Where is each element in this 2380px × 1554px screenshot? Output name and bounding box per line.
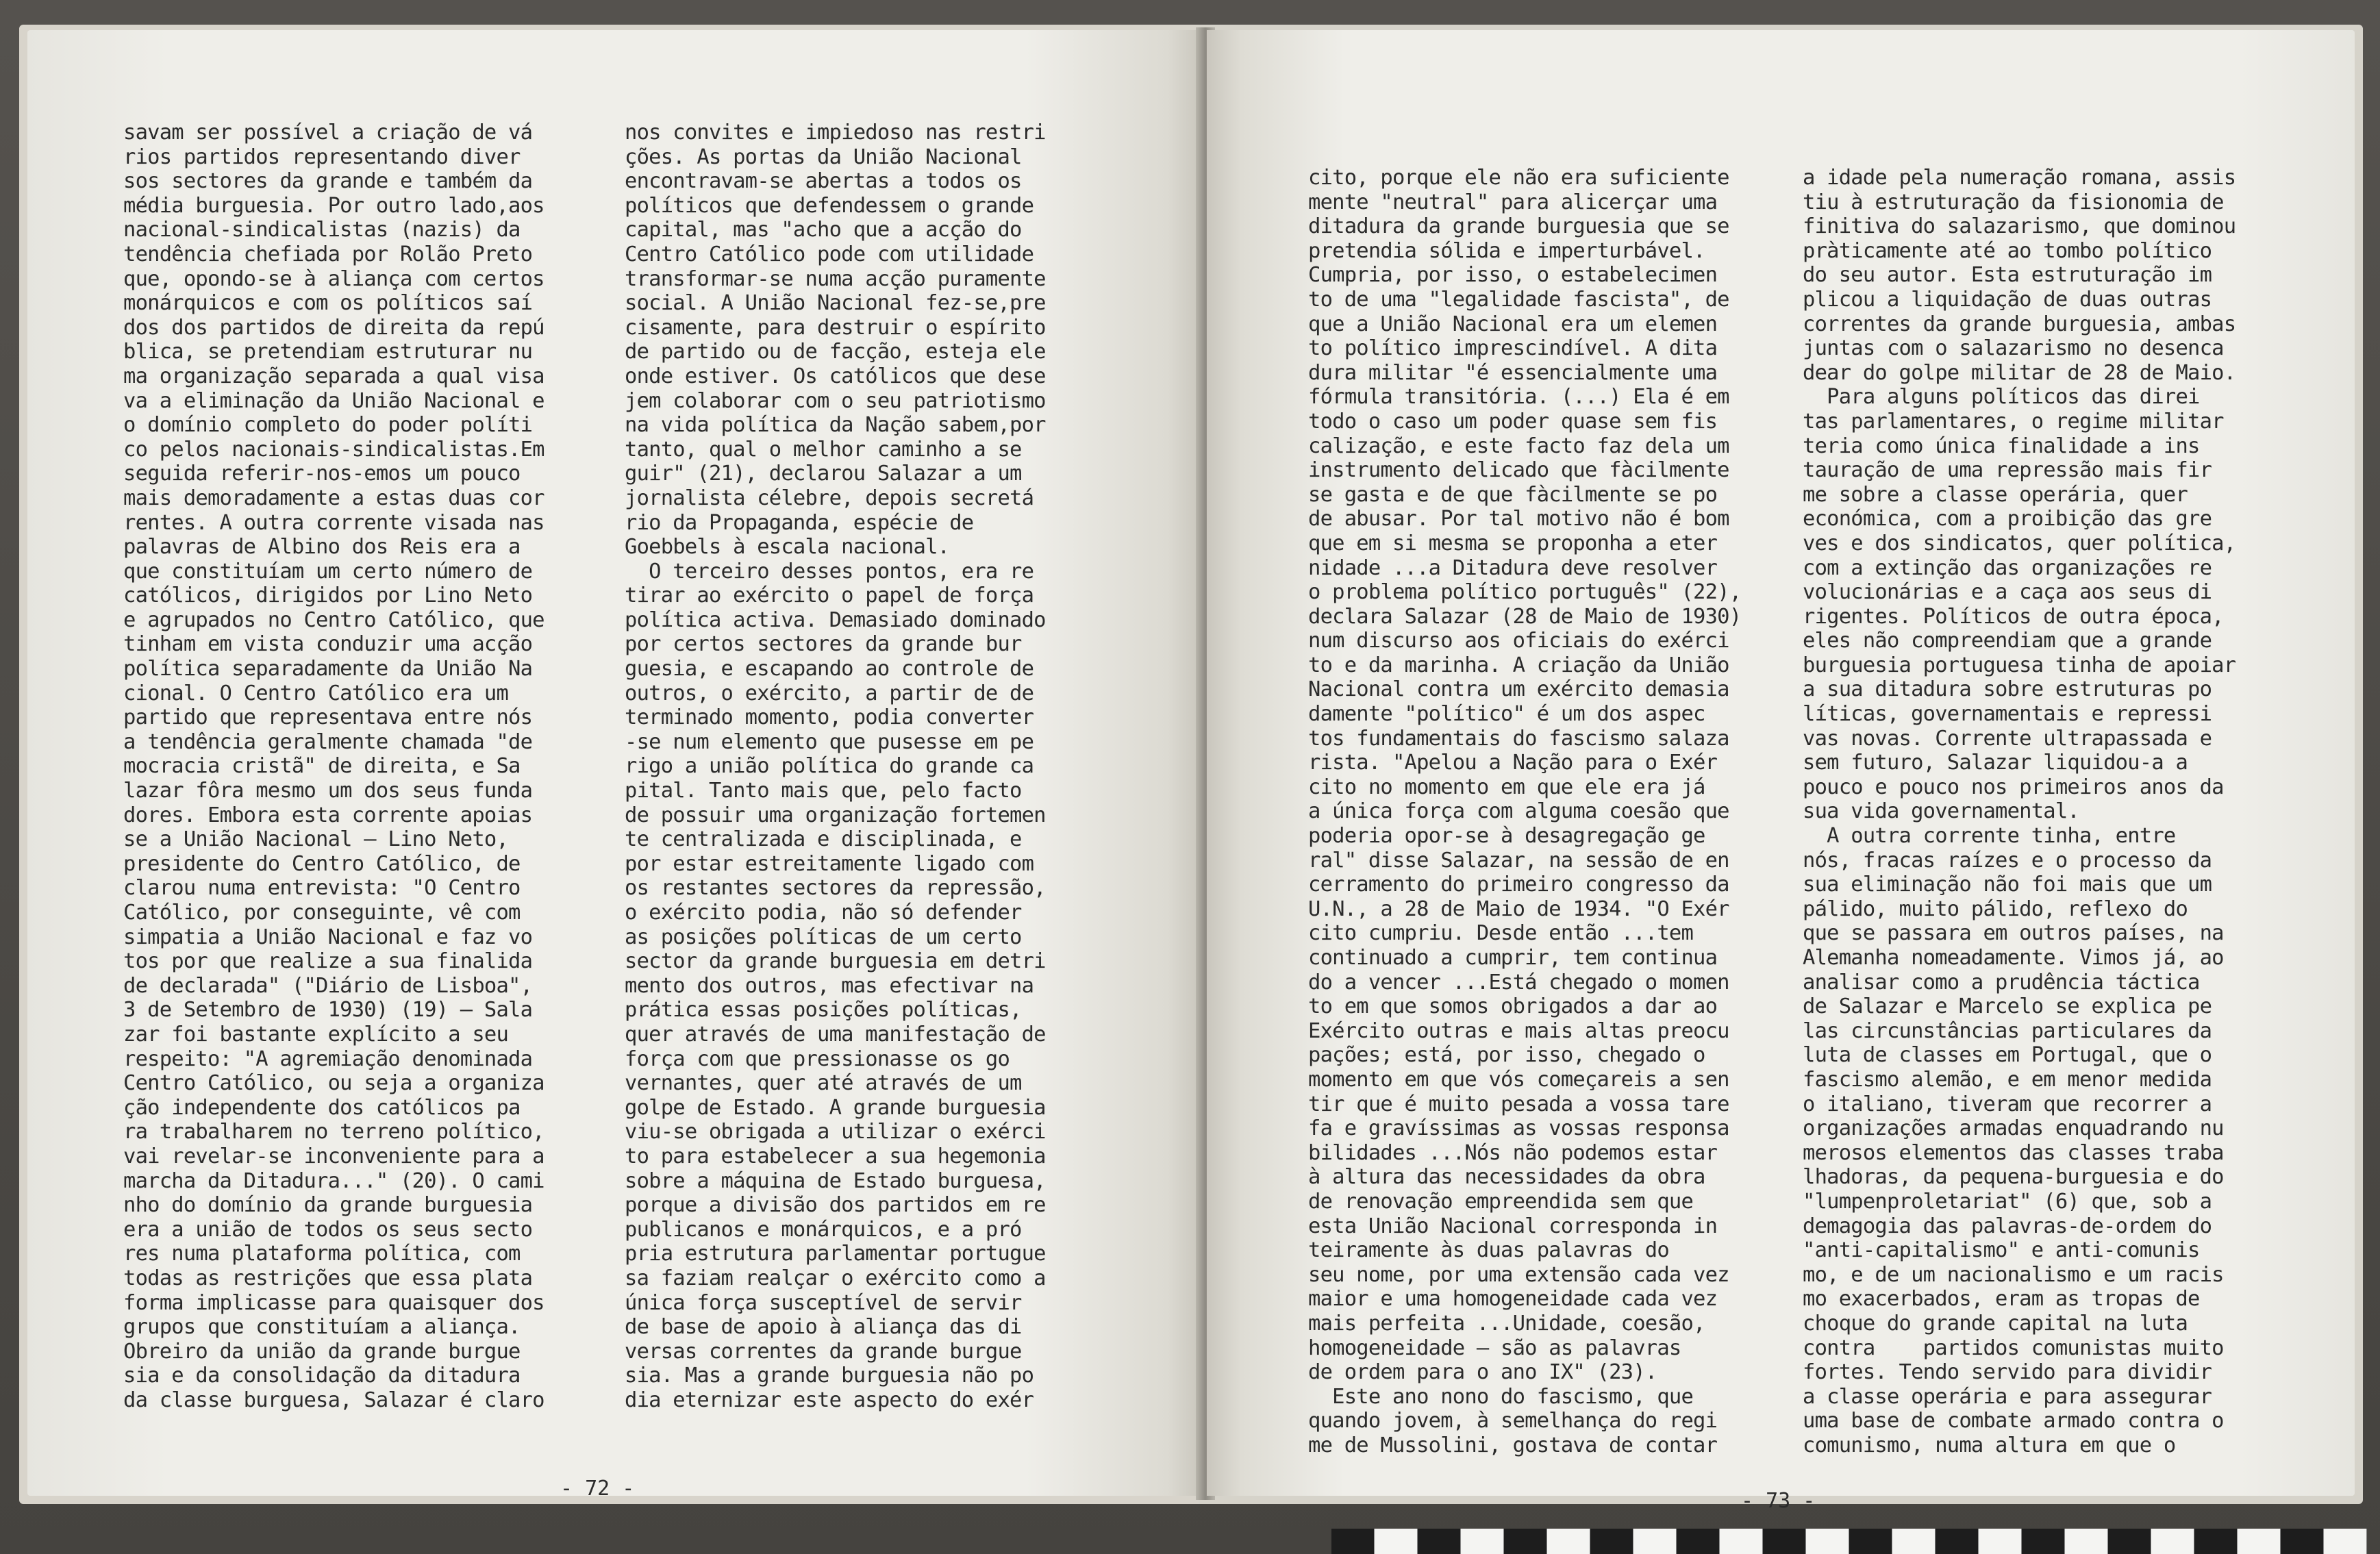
scale-tick — [1375, 1529, 1418, 1554]
text-line: va a eliminação da União Nacional e — [123, 388, 544, 413]
text-line: to e da marinha. A criação da União — [1308, 653, 1729, 677]
text-line: mo exacerbados, eram as tropas de — [1803, 1287, 2200, 1312]
text-line: dos dos partidos de direita da repú — [123, 315, 544, 340]
text-line: A outra corrente tinha, entre — [1803, 824, 2176, 849]
text-line: publicanos e monárquicos, e a pró — [625, 1217, 1022, 1242]
text-line: golpe de Estado. A grande burguesia — [625, 1095, 1046, 1120]
text-line: to político imprescindível. A dita — [1308, 336, 1718, 361]
text-line: nacional-sindicalistas (nazis) da — [123, 218, 521, 242]
text-line: cional. O Centro Católico era um — [123, 681, 509, 705]
text-line: de Salazar e Marcelo se explica pe — [1803, 994, 2212, 1019]
text-line: jem colaborar com o seu patriotismo — [625, 388, 1046, 413]
text-line: a tendência geralmente chamada "de — [123, 729, 533, 754]
text-line: rentes. A outra corrente visada nas — [123, 510, 544, 535]
text-line: to de uma "legalidade fascista", de — [1308, 287, 1729, 312]
text-line: por certos sectores da grande bur — [625, 632, 1022, 657]
text-line: líticas, governamentais e repressi — [1803, 702, 2212, 727]
text-line: Obreiro da união da grande burgue — [123, 1339, 521, 1364]
text-line: Centro Católico pode com utilidade — [625, 242, 1034, 266]
text-line: comunismo, numa altura em que o — [1803, 1433, 2176, 1457]
text-line: terminado momento, podia converter — [625, 705, 1034, 730]
text-line: dura militar "é essencialmente uma — [1308, 360, 1718, 385]
text-line: sua eliminação não foi mais que um — [1803, 873, 2212, 897]
text-line: a única força com alguma coesão que — [1308, 799, 1729, 824]
text-line: momento em que vós começareis a sen — [1308, 1067, 1729, 1092]
text-line: O terceiro desses pontos, era re — [625, 559, 1034, 584]
text-line: onde estiver. Os católicos que dese — [625, 364, 1046, 388]
text-line: mento dos outros, mas efectivar na — [625, 973, 1034, 998]
scale-tick — [1979, 1529, 2022, 1554]
text-line: se a União Nacional — Lino Neto, — [123, 827, 509, 852]
text-line: de ordem para o ano IX" (23). — [1308, 1360, 1657, 1385]
text-line: viu-se obrigada a utilizar o exérci — [625, 1120, 1046, 1144]
text-line: contra partidos comunistas muito — [1803, 1336, 2224, 1360]
text-line: marcha da Ditadura..." (20). O cami — [123, 1168, 544, 1193]
text-line: tas parlamentares, o regime militar — [1803, 409, 2224, 434]
text-line: pouco e pouco nos primeiros anos da — [1803, 775, 2224, 799]
text-line: pràticamente até ao tombo político — [1803, 238, 2212, 263]
scale-tick — [2151, 1529, 2194, 1554]
text-line: ra trabalharem no terreno político, — [123, 1120, 544, 1144]
text-line: rista. "Apelou a Nação para o Exér — [1308, 751, 1718, 775]
text-line: lhadoras, da pequena-burguesia e do — [1803, 1165, 2224, 1190]
text-line: tos por que realize a sua finalida — [123, 949, 533, 974]
text-line: fortes. Tendo servido para dividir — [1803, 1360, 2212, 1385]
text-line: uma base de combate armado contra o — [1803, 1409, 2224, 1433]
scale-tick — [2281, 1529, 2324, 1554]
text-line: tendência chefiada por Rolão Preto — [123, 242, 533, 266]
text-line: me de Mussolini, gostava de contar — [1308, 1433, 1718, 1457]
text-line: de declarada" ("Diário de Lisboa", — [123, 973, 533, 998]
text-line: te centralizada e disciplinada, e — [625, 827, 1022, 852]
text-line: pria estrutura parlamentar portugue — [625, 1242, 1046, 1266]
text-line: analisar como a prudência táctica — [1803, 970, 2200, 994]
text-line: social. A União Nacional fez-se,pre — [625, 291, 1046, 316]
text-line: do a vencer ...Está chegado o momen — [1308, 970, 1729, 994]
color-scale-bar — [1331, 1529, 2367, 1554]
text-line: de possuir uma organização fortemen — [625, 803, 1046, 827]
text-line: Goebbels à escala nacional. — [625, 535, 950, 560]
text-line: nho do domínio da grande burguesia — [123, 1193, 533, 1218]
text-line: cisamente, para destruir o espírito — [625, 315, 1046, 340]
text-line: bilidades ...Nós não podemos estar — [1308, 1140, 1718, 1165]
text-line: o italiano, tiveram que recorrer a — [1803, 1092, 2212, 1116]
text-line: as posições políticas de um certo — [625, 925, 1022, 949]
text-line: lazar fôra mesmo um dos seus funda — [123, 779, 533, 803]
text-line: palavras de Albino dos Reis era a — [123, 535, 521, 560]
text-line: las circunstâncias particulares da — [1803, 1018, 2212, 1043]
text-line: fa e gravíssimas as vossas responsa — [1308, 1116, 1729, 1141]
right-page — [1207, 30, 2355, 1513]
scale-tick — [1418, 1529, 1461, 1554]
text-line: "anti-capitalismo" e anti-comunis — [1803, 1238, 2200, 1263]
text-line: Para alguns políticos das direi — [1803, 385, 2200, 410]
text-line: "lumpenproletariat" (6) que, sob a — [1803, 1189, 2212, 1214]
text-line: seguida referir-nos-emos um pouco — [123, 462, 521, 486]
scale-tick — [1720, 1529, 1763, 1554]
text-line: vai revelar-se inconveniente para a — [123, 1144, 544, 1168]
text-line: -se num elemento que pusesse em pe — [625, 729, 1034, 754]
text-line: respeito: "A agremiação denominada — [123, 1047, 533, 1071]
text-line: plicou a liquidação de duas outras — [1803, 287, 2212, 312]
text-line: poderia opor-se à desagregação ge — [1308, 824, 1705, 849]
text-line: correntes da grande burguesia, ambas — [1803, 312, 2236, 336]
text-line: 3 de Setembro de 1930) (19) — Sala — [123, 998, 533, 1023]
text-line: eles não compreendiam que a grande — [1803, 629, 2212, 653]
text-line: o problema político português" (22), — [1308, 580, 1742, 605]
scale-tick — [2065, 1529, 2108, 1554]
text-line: a sua ditadura sobre estruturas po — [1803, 677, 2212, 702]
text-line: na vida política da Nação sabem,por — [625, 413, 1046, 438]
text-line: cito cumpriu. Desde então ...tem — [1308, 921, 1694, 946]
text-line: por estar estreitamente ligado com — [625, 851, 1034, 876]
text-line: da classe burguesa, Salazar é claro — [123, 1388, 544, 1412]
text-line: burguesia portuguesa tinha de apoiar — [1803, 653, 2236, 677]
text-line: os restantes sectores da repressão, — [625, 876, 1046, 901]
text-line: guesia, e escapando ao controle de — [625, 657, 1034, 681]
text-line: guir" (21), declarou Salazar a um — [625, 462, 1022, 486]
text-line: to para estabelecer a sua hegemonia — [625, 1144, 1046, 1168]
text-line: maior e uma homogeneidade cada vez — [1308, 1287, 1718, 1312]
text-line: única força susceptível de servir — [625, 1290, 1022, 1315]
text-line: teria como única finalidade a ins — [1803, 434, 2200, 458]
text-line: juntas com o salazarismo no desenca — [1803, 336, 2224, 361]
text-line: ções. As portas da União Nacional — [625, 145, 1022, 169]
text-line: me sobre a classe operária, quer — [1803, 482, 2188, 507]
text-line: tirar ao exército o papel de força — [625, 584, 1034, 608]
text-line: monárquicos e com os políticos saí — [123, 291, 533, 316]
text-line: tiu à estruturação da fisionomia de — [1803, 190, 2224, 214]
text-line: transformar-se numa acção puramente — [625, 266, 1046, 291]
scale-tick — [1892, 1529, 1936, 1554]
text-line: merosos elementos das classes traba — [1803, 1140, 2224, 1165]
scale-tick — [1547, 1529, 1590, 1554]
text-line: pital. Tanto mais que, pelo facto — [625, 779, 1022, 803]
text-line: pações; está, por isso, chegado o — [1308, 1043, 1705, 1068]
text-line: o exército podia, não só defender — [625, 901, 1022, 925]
text-line: com a extinção das organizações re — [1803, 555, 2212, 580]
text-line: sia e da consolidação da ditadura — [123, 1364, 521, 1388]
scale-tick — [1633, 1529, 1677, 1554]
text-line: seu nome, por uma extensão cada vez — [1308, 1262, 1729, 1287]
text-line: forma implicasse para quaisquer dos — [123, 1290, 544, 1315]
text-line: grupos que constituíam a aliança. — [123, 1315, 521, 1340]
text-line: porque a divisão dos partidos em re — [625, 1193, 1046, 1218]
text-line: todo o caso um poder quase sem fis — [1308, 409, 1718, 434]
text-line: católicos, dirigidos por Lino Neto — [123, 584, 533, 608]
text-line: fascismo alemão, e em menor medida — [1803, 1067, 2212, 1092]
text-line: política activa. Demasiado dominado — [625, 607, 1046, 632]
text-line: sia. Mas a grande burguesia não po — [625, 1364, 1034, 1388]
text-line: rigo a união política do grande ca — [625, 754, 1034, 779]
text-line: sa faziam realçar o exército como a — [625, 1266, 1046, 1290]
text-line: esta União Nacional corresponda in — [1308, 1214, 1718, 1238]
scale-tick — [1936, 1529, 1979, 1554]
text-line: demagogia das palavras-de-ordem do — [1803, 1214, 2212, 1238]
text-line: instrumento delicado que fàcilmente — [1308, 458, 1729, 483]
text-line: volucionárias e a caça aos seus di — [1803, 580, 2212, 605]
text-line: quer através de uma manifestação de — [625, 1022, 1046, 1047]
text-line: choque do grande capital na luta — [1803, 1311, 2188, 1336]
text-line: de partido ou de facção, esteja ele — [625, 340, 1046, 364]
scale-tick — [1331, 1529, 1375, 1554]
text-line: Cumpria, por isso, o estabelecimen — [1308, 263, 1718, 288]
text-line: todas as restrições que essa plata — [123, 1266, 533, 1290]
text-line: jornalista célebre, depois secretá — [625, 486, 1034, 510]
scale-tick — [1806, 1529, 1849, 1554]
text-line: to em que somos obrigados a dar ao — [1308, 994, 1718, 1019]
text-line: de base de apoio à aliança das di — [625, 1315, 1022, 1340]
text-line: o domínio completo do poder políti — [123, 413, 533, 438]
text-line: declara Salazar (28 de Maio de 1930) — [1308, 604, 1742, 629]
text-line: continuado a cumprir, tem continua — [1308, 946, 1718, 970]
text-line: quando jovem, à semelhança do regi — [1308, 1409, 1718, 1433]
text-line: sos sectores da grande e também da — [123, 169, 533, 194]
text-line: mo, e de um nacionalismo e um racis — [1803, 1262, 2224, 1287]
left-page-column-1 — [123, 121, 544, 1412]
text-line: que se passara em outros países, na — [1803, 921, 2224, 946]
text-line: Este ano nono do fascismo, que — [1308, 1384, 1694, 1409]
text-line: dia eternizar este aspecto do exér — [625, 1388, 1034, 1412]
text-line: simpatia a União Nacional e faz vo — [123, 925, 533, 949]
text-line: a idade pela numeração romana, assis — [1803, 166, 2236, 190]
text-line: organizações armadas enquadrando nu — [1803, 1116, 2224, 1141]
text-line: versas correntes da grande burgue — [625, 1339, 1022, 1364]
right-page-column-1 — [1308, 166, 1741, 1457]
left-page-column-2 — [625, 121, 1046, 1412]
text-line: pálido, muito pálido, reflexo do — [1803, 897, 2188, 921]
scale-tick — [1763, 1529, 1806, 1554]
text-line: e agrupados no Centro Católico, que — [123, 607, 544, 632]
text-line: Exército outras e mais altas preocu — [1308, 1018, 1729, 1043]
text-line: cerramento do primeiro congresso da — [1308, 873, 1729, 897]
text-line: dear do golpe militar de 28 de Maio. — [1803, 360, 2236, 385]
text-line: que constituíam um certo número de — [123, 559, 533, 584]
text-line: mente "neutral" para alicerçar uma — [1308, 190, 1718, 214]
text-line: encontravam-se abertas a todos os — [625, 169, 1022, 194]
text-line: rios partidos representando diver — [123, 145, 521, 169]
text-line: savam ser possível a criação de vá — [123, 121, 533, 145]
text-line: tir que é muito pesada a vossa tare — [1308, 1092, 1729, 1116]
scale-tick — [1504, 1529, 1547, 1554]
text-line: de abusar. Por tal motivo não é bom — [1308, 507, 1729, 531]
text-line: política separadamente da União Na — [123, 657, 533, 681]
text-line: nos convites e impiedoso nas restri — [625, 121, 1046, 145]
text-line: Católico, por conseguinte, vê com — [123, 901, 521, 925]
text-line: Nacional contra um exército demasia — [1308, 677, 1729, 702]
text-line: res numa plataforma política, com — [123, 1242, 521, 1266]
left-page — [27, 30, 1203, 1501]
text-line: à altura das necessidades da obra — [1308, 1165, 1705, 1190]
text-line: de renovação empreendida sem que — [1308, 1189, 1694, 1214]
text-line: era a união de todos os seus secto — [123, 1217, 533, 1242]
text-line: homogeneidade — são as palavras — [1308, 1336, 1681, 1360]
text-line: ção independente dos católicos pa — [123, 1095, 521, 1120]
scale-tick — [1590, 1529, 1633, 1554]
text-line: dores. Embora esta corrente apoias — [123, 803, 533, 827]
right-page-number: - 73 - — [1741, 1489, 1816, 1513]
text-line: que, opondo-se à aliança com certos — [123, 266, 544, 291]
text-line: pretendia sólida e imperturbável. — [1308, 238, 1705, 263]
text-line: zar foi bastante explícito a seu — [123, 1022, 509, 1047]
text-line: ditadura da grande burguesia que se — [1308, 214, 1729, 239]
text-line: num discurso aos oficiais do exérci — [1308, 629, 1729, 653]
text-line: sem futuro, Salazar liquidou-a a — [1803, 751, 2188, 775]
text-line: nós, fracas raízes e o processo da — [1803, 848, 2212, 873]
scale-tick — [2108, 1529, 2151, 1554]
text-line: sobre a máquina de Estado burguesa, — [625, 1168, 1046, 1193]
text-line: do seu autor. Esta estruturação im — [1803, 263, 2212, 288]
text-line: tauração de uma repressão mais fir — [1803, 458, 2212, 483]
text-line: tos fundamentais do fascismo salaza — [1308, 726, 1729, 751]
text-line: fórmula transitória. (...) Ela é em — [1308, 385, 1729, 410]
text-line: finitiva do salazarismo, que dominou — [1803, 214, 2236, 239]
text-line: económica, com a proibição das gre — [1803, 507, 2212, 531]
text-line: partido que representava entre nós — [123, 705, 533, 730]
text-line: calização, e este facto faz dela um — [1308, 434, 1729, 458]
text-line: clarou numa entrevista: "O Centro — [123, 876, 521, 901]
text-line: rio da Propaganda, espécie de — [625, 510, 974, 535]
right-page-column-2 — [1803, 166, 2235, 1457]
text-line: damente "político" é um dos aspec — [1308, 702, 1705, 727]
scale-tick — [2194, 1529, 2238, 1554]
text-line: mais perfeita ...Unidade, coesão, — [1308, 1311, 1705, 1336]
text-line: vernantes, quer até através de um — [625, 1071, 1022, 1096]
text-line: presidente do Centro Católico, de — [123, 851, 521, 876]
text-line: nidade ...a Ditadura deve resolver — [1308, 555, 1718, 580]
text-line: mais demoradamente a estas duas cor — [123, 486, 544, 510]
text-line: rigentes. Políticos de outra época, — [1803, 604, 2224, 629]
text-line: vas novas. Corrente ultrapassada e — [1803, 726, 2212, 751]
text-line: ves e dos sindicatos, quer política, — [1803, 531, 2236, 555]
text-line: a classe operária e para assegurar — [1803, 1384, 2212, 1409]
text-line: tinham em vista conduzir uma acção — [123, 632, 533, 657]
scale-tick — [2324, 1529, 2367, 1554]
text-line: outros, o exército, a partir de de — [625, 681, 1034, 705]
text-line: Alemanha nomeadamente. Vimos já, ao — [1803, 946, 2224, 970]
left-page-number: - 72 - — [560, 1477, 635, 1501]
scale-tick — [1677, 1529, 1720, 1554]
text-line: capital, mas "acho que a acção do — [625, 218, 1022, 242]
text-line: média burguesia. Por outro lado,aos — [123, 193, 544, 218]
text-line: sector da grande burguesia em detri — [625, 949, 1046, 974]
text-line: Centro Católico, ou seja a organiza — [123, 1071, 544, 1096]
text-line: ma organização separada a qual visa — [123, 364, 544, 388]
text-line: cito no momento em que ele era já — [1308, 775, 1705, 799]
text-line: blica, se pretendiam estruturar nu — [123, 340, 533, 364]
text-line: prática essas posições políticas, — [625, 998, 1022, 1023]
scale-tick — [1461, 1529, 1504, 1554]
text-line: co pelos nacionais-sindicalistas.Em — [123, 437, 544, 462]
text-line: força com que pressionasse os go — [625, 1047, 1010, 1071]
scale-tick — [2238, 1529, 2281, 1554]
text-line: que em si mesma se proponha a eter — [1308, 531, 1718, 555]
text-line: U.N., a 28 de Maio de 1934. "O Exér — [1308, 897, 1729, 921]
text-line: se gasta e de que fàcilmente se po — [1308, 482, 1718, 507]
text-line: sua vida governamental. — [1803, 799, 2079, 824]
text-line: mocracia cristã" de direita, e Sa — [123, 754, 521, 779]
text-line: tanto, qual o melhor caminho a se — [625, 437, 1022, 462]
text-line: que a União Nacional era um elemen — [1308, 312, 1718, 336]
text-line: luta de classes em Portugal, que o — [1803, 1043, 2212, 1068]
scale-tick — [1849, 1529, 1892, 1554]
text-line: políticos que defendessem o grande — [625, 193, 1034, 218]
text-line: ral" disse Salazar, na sessão de en — [1308, 848, 1729, 873]
scale-tick — [2022, 1529, 2065, 1554]
text-line: cito, porque ele não era suficiente — [1308, 166, 1729, 190]
text-line: teiramente às duas palavras do — [1308, 1238, 1669, 1263]
